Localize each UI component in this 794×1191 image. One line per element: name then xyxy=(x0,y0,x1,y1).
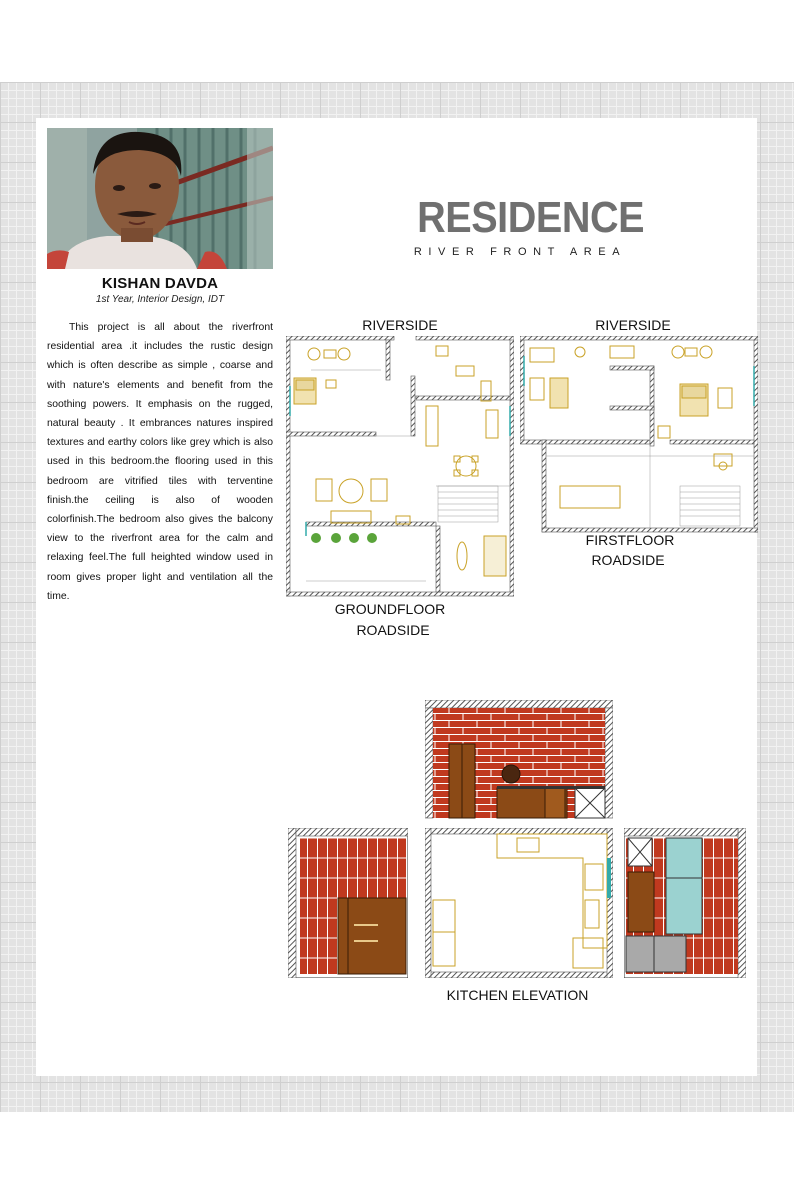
first-plan-top-label: RIVERSIDE xyxy=(595,317,671,333)
ground-plan-road-label: ROADSIDE xyxy=(356,622,430,638)
first-floor-plan xyxy=(520,336,758,534)
kitchen-elevation-right xyxy=(624,828,746,978)
student-role: 1st Year, Interior Design, IDT xyxy=(95,294,225,305)
first-plan-road-label: ROADSIDE xyxy=(591,552,665,568)
page-title: RESIDENCE xyxy=(417,193,645,242)
ground-plan-top-label: RIVERSIDE xyxy=(362,317,438,333)
kitchen-elevation-caption: KITCHEN ELEVATION xyxy=(446,987,589,1003)
first-plan-bottom-label: FIRSTFLOOR xyxy=(585,532,675,548)
student-portrait-photo xyxy=(47,128,273,269)
student-name: KISHAN DAVDA xyxy=(101,275,219,292)
page-subtitle: RIVER FRONT AREA xyxy=(413,246,627,258)
kitchen-elevation-top xyxy=(425,700,613,820)
kitchen-plan-view xyxy=(425,828,613,978)
ground-floor-plan xyxy=(286,336,514,598)
ground-plan-bottom-label: GROUNDFLOOR xyxy=(334,601,446,617)
project-description: This project is all about the riverfront residential area .it includes the rustic design which is often describe as simple , coarse and with nature's elements and benefit from the soothing powers. It emphasis on the rugged, natural beauty . It embrances natures inspired textures and earthy colors like grey which is also used in this bedroom.the flooring used in this bedroom are vitrified tiles with terventine finish.the ceiling is also of wooden colorfinish.The bedroom also gives the balcony view to the riverfront area for the calm and relaxing feel.The full heighted window used in room gives proper light and ventilation all the time. xyxy=(47,322,273,602)
kitchen-elevation-left xyxy=(288,828,408,978)
